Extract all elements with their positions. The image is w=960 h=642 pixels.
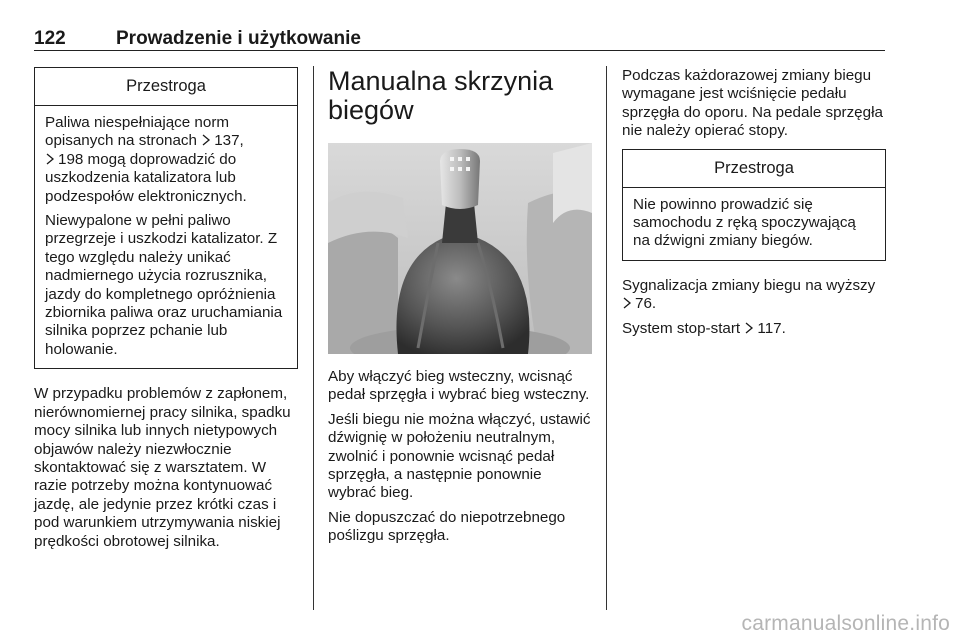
column-divider [313, 66, 314, 610]
caution-body [623, 188, 885, 260]
body-paragraph [622, 277, 886, 314]
caution-box [34, 67, 298, 369]
column-2 [328, 67, 592, 552]
caution-text: 198 mogą doprowadzić do uszkodzenia katalizatora lub podzespołów elektronicznych. [45, 150, 247, 205]
page-reference[interactable]: 117. [757, 319, 786, 337]
caution-text: Paliwa niespełniające norm opisanych na stronach [45, 114, 230, 150]
body-paragraph: W przypadku problemów z zapłonem, nierównomiernej pracy silnika, spadku mocy silnika lub innych nietypowych objawów należy niezwłocznie skontaktować się z warsztatem. W razie potrzeby można kontynuować jazdę, ale jedynie przez krótki czas i pod warunkiem utrzymywania niskiej prędkości obrotowej silnika. [34, 385, 291, 550]
caution-heading: Przestroga [35, 68, 297, 106]
section-title: Manualna skrzynia biegów [328, 66, 554, 125]
body-text: Sygnalizacja zmiany biegu na wyższy [622, 276, 876, 294]
watermark: carmanualsonline.info [741, 612, 950, 635]
caution-box [622, 149, 886, 261]
body-paragraph: Aby włączyć bieg wsteczny, wcisnąć pedał sprzęgła i wybrać bieg wsteczny. [328, 368, 590, 404]
reference-arrow-icon [45, 153, 55, 165]
body-text: System stop-start [622, 319, 741, 337]
running-title: Prowadzenie i użytkowanie [116, 28, 361, 49]
caution-paragraph: Niewypalone w pełni paliwo przegrzeje i uszkodzi katalizator. Z tego względu należy unikać nadmiernego użycia rozrusznika, jazdy do kompletnego opróżnienia zbiornika paliwa oraz uruchamiania silnika poprzez pchanie lub holowanie. [45, 212, 283, 358]
page-reference[interactable]: 137, [214, 132, 244, 150]
body-paragraph: Nie dopuszczać do niepotrzebnego poślizgu sprzęgła. [328, 508, 566, 545]
caution-paragraph [45, 114, 287, 206]
caution-body [35, 106, 297, 368]
body-paragraph: Podczas każdorazowej zmiany biegu wymagane jest wciśnięcie pedału sprzęgła do oporu. Na pedale sprzęgła nie należy opierać stopy. [622, 67, 883, 140]
body-paragraph: Jeśli biegu nie można włączyć, ustawić dźwignię w położeniu neutralnym, zwolnić i ponownie wcisnąć pedał sprzęgła, a następnie ponownie wybrać bieg. [328, 410, 591, 502]
column-1 [34, 67, 298, 557]
page-number: 122 [34, 28, 66, 49]
body-paragraph [622, 320, 886, 338]
reference-arrow-icon [622, 297, 632, 309]
caution-heading: Przestroga [623, 150, 885, 188]
page-reference[interactable]: 76. [635, 295, 657, 313]
page-header [34, 28, 885, 51]
gear-lever-illustration [328, 143, 592, 354]
caution-paragraph: Nie powinno prowadzić się samochodu z ręką spoczywającą na dźwigni zmiany biegów. [633, 195, 856, 250]
column-3 [622, 67, 886, 344]
reference-arrow-icon [201, 134, 211, 146]
column-divider [606, 66, 607, 610]
reference-arrow-icon [744, 322, 754, 334]
